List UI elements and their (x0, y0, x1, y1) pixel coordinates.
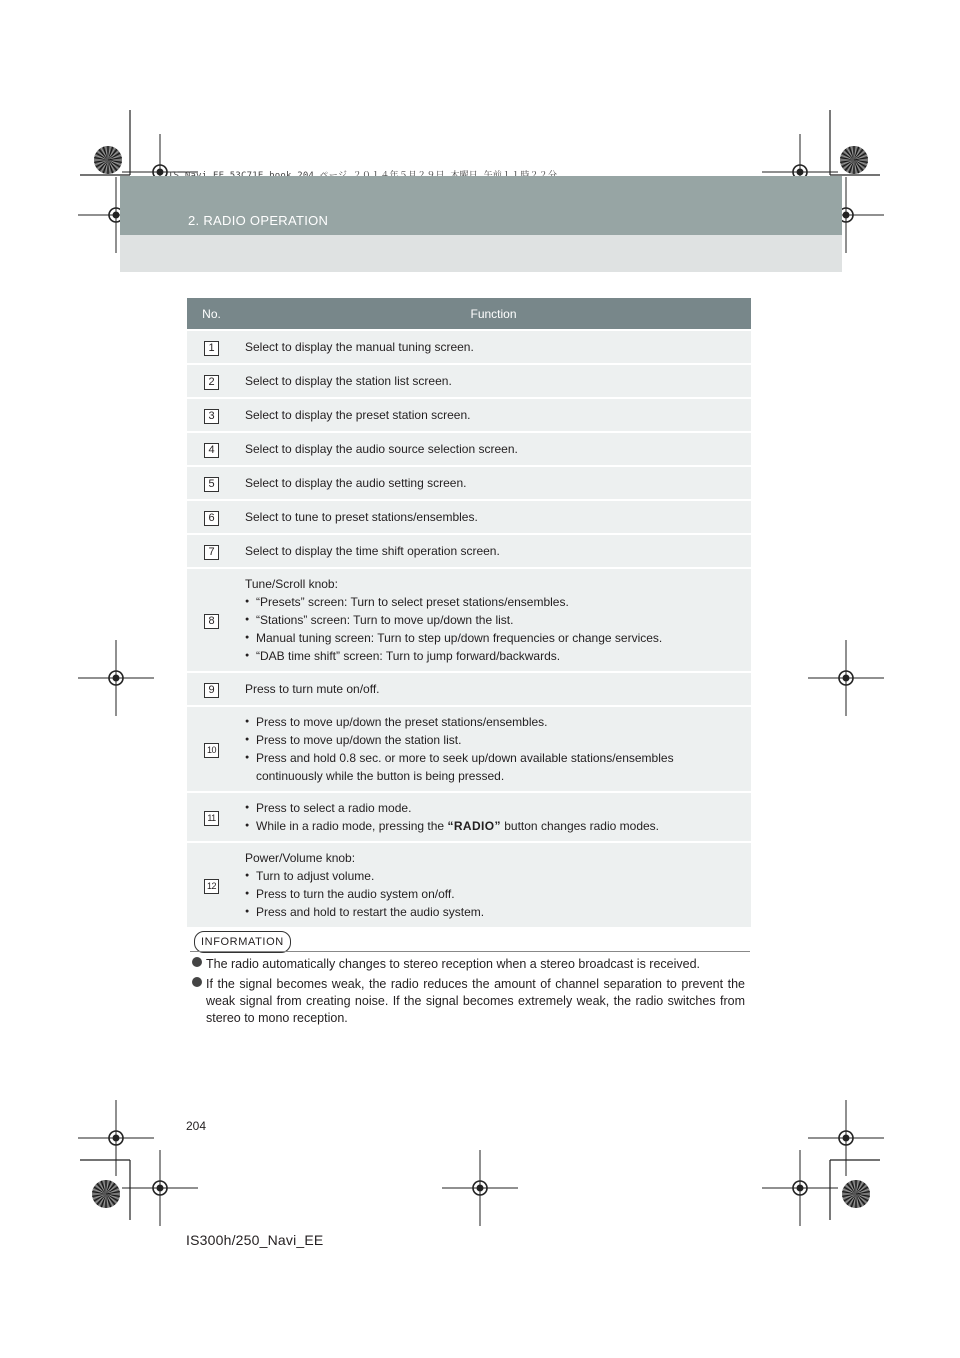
information-divider (190, 951, 750, 952)
table-row (187, 364, 751, 398)
bullet-list (245, 593, 741, 665)
header-band-dark (120, 176, 842, 235)
table-row (187, 466, 751, 500)
number-badge: 10 (204, 743, 219, 758)
number-badge: 6 (204, 511, 219, 526)
list-item: ● Press to turn the audio system on/off. (245, 885, 741, 903)
table-row (187, 534, 751, 568)
row-text: Select to display the time shift operation screen. (236, 534, 751, 568)
number-badge: 8 (204, 614, 219, 629)
crosshair-icon (78, 1100, 154, 1176)
information-list (192, 956, 745, 1030)
list-item: ● Manual tuning screen: Turn to step up/down frequencies or change services. (245, 629, 741, 647)
list-item: ● Press to move up/down the preset stations/ensembles. (245, 713, 741, 731)
row-text: Select to display the preset station screen. (236, 398, 751, 432)
table-row (187, 398, 751, 432)
list-item: ● Turn to adjust volume. (245, 867, 741, 885)
list-item (245, 817, 741, 835)
table-row (187, 568, 751, 672)
information-item (192, 976, 745, 1027)
list-item: ● “DAB time shift” screen: Turn to jump forward/backwards. (245, 647, 741, 665)
number-badge: 4 (204, 443, 219, 458)
table-header-row (187, 298, 751, 330)
bullet-list (245, 799, 741, 835)
table-row (187, 672, 751, 706)
information-label: INFORMATION (194, 931, 291, 953)
number-badge: 3 (204, 409, 219, 424)
number-badge: 7 (204, 545, 219, 560)
list-item: ● “Stations” screen: Turn to move up/down the list. (245, 611, 741, 629)
table-row (187, 432, 751, 466)
crosshair-icon (762, 1150, 838, 1226)
information-text: If the signal becomes weak, the radio reduces the amount of channel separation to prevent the weak signal from creating noise. If the signal becomes extremely weak, the radio switches from stereo to mono reception. (206, 977, 745, 1025)
bullet-icon (192, 957, 202, 967)
crosshair-icon (808, 1100, 884, 1176)
number-badge: 12 (204, 879, 219, 894)
function-table-wrap (187, 298, 751, 927)
page-number: 204 (186, 1119, 207, 1133)
row-heading: Tune/Scroll knob: (245, 577, 338, 591)
crosshair-icon (78, 640, 154, 716)
number-badge: 1 (204, 341, 219, 356)
number-badge: 9 (204, 683, 219, 698)
crosshair-icon (442, 1150, 518, 1226)
list-item: ● Press to select a radio mode. (245, 799, 741, 817)
footer-code: IS300h/250_Navi_EE (186, 1232, 324, 1248)
bullet-text: While in a radio mode, pressing the (256, 819, 448, 833)
list-item: ● Press and hold 0.8 sec. or more to seek up/down available stations/ensembles continuously while the button is being pressed. (245, 749, 741, 785)
number-badge: 2 (204, 375, 219, 390)
bullet-icon (192, 977, 202, 987)
rosette-icon (94, 146, 122, 174)
table-row (187, 500, 751, 534)
col-function-header: Function (236, 298, 751, 330)
rosette-icon (840, 146, 868, 174)
row-text: Press to turn mute on/off. (236, 672, 751, 706)
row-text: Select to display the audio source selection screen. (236, 432, 751, 466)
row-text: Select to tune to preset stations/ensembles. (236, 500, 751, 534)
function-table (187, 298, 751, 927)
information-item (192, 956, 745, 973)
number-badge: 5 (204, 477, 219, 492)
list-item: ● Press and hold to restart the audio system. (245, 903, 741, 921)
crosshair-icon (122, 1150, 198, 1226)
list-item: ● “Presets” screen: Turn to select preset stations/ensembles. (245, 593, 741, 611)
radio-button-ref: “RADIO” (447, 819, 501, 833)
section-title: 2. RADIO OPERATION (188, 213, 329, 228)
rosette-icon (92, 1180, 120, 1208)
table-row (187, 330, 751, 364)
col-no-header: No. (187, 298, 236, 330)
crosshair-icon (808, 640, 884, 716)
number-badge: 11 (204, 811, 219, 826)
list-item: ● Press to move up/down the station list. (245, 731, 741, 749)
bullet-list (245, 867, 741, 921)
row-heading: Power/Volume knob: (245, 851, 356, 865)
row-text: Select to display the audio setting screen. (236, 466, 751, 500)
table-row (187, 792, 751, 842)
table-row (187, 842, 751, 927)
row-text: Select to display the manual tuning screen. (236, 330, 751, 364)
table-row (187, 706, 751, 792)
bullet-list (245, 713, 741, 785)
row-text: Select to display the station list screen. (236, 364, 751, 398)
information-text: The radio automatically changes to stereo reception when a stereo broadcast is received. (206, 957, 701, 971)
header-band (120, 176, 842, 272)
bullet-text: button changes radio modes. (500, 819, 660, 833)
rosette-icon (842, 1180, 870, 1208)
